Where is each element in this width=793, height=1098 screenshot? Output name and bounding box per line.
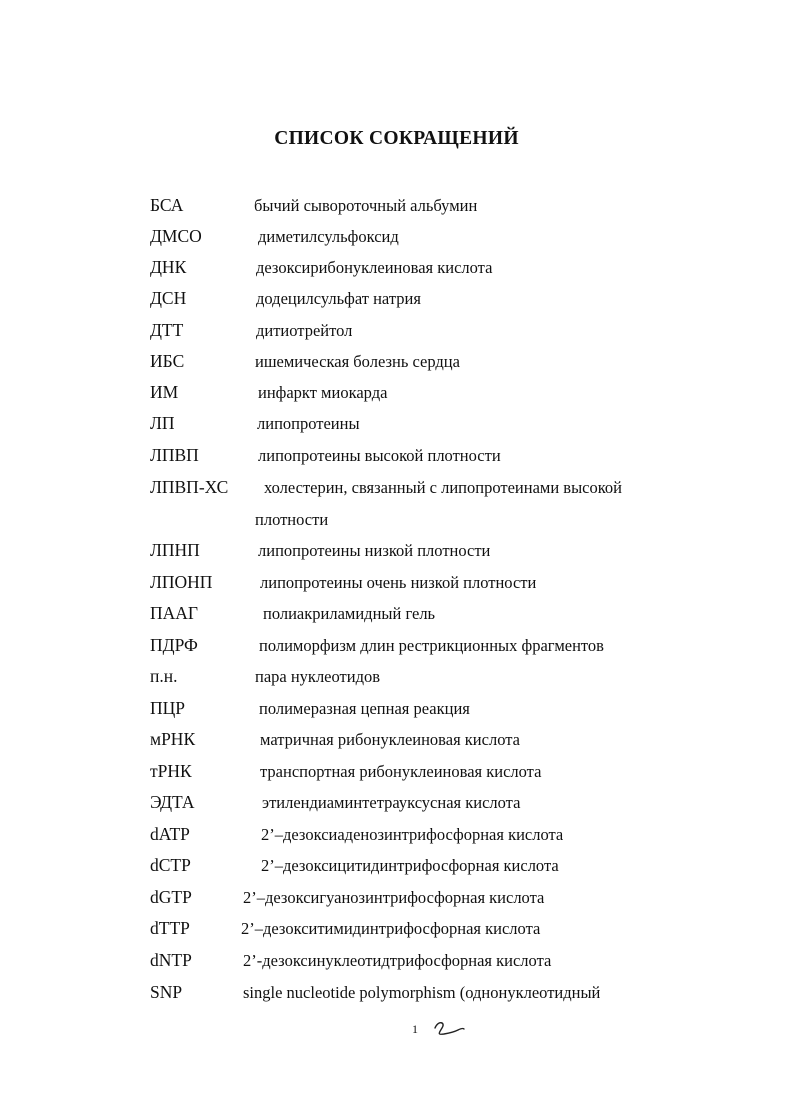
abbreviation: ДНК <box>150 257 187 277</box>
abbreviation: мРНК <box>150 729 196 749</box>
definition: 2’–дезоксицитидинтрифосфорная кислота <box>261 856 559 875</box>
definition-continuation: плотности <box>255 510 329 529</box>
list-item <box>0 195 793 221</box>
definition: полиморфизм длин рестрикционных фрагментов <box>259 636 604 655</box>
abbreviation: SNP <box>150 982 183 1002</box>
abbreviation: ЛП <box>150 413 175 433</box>
list-item <box>0 413 793 439</box>
page-number: 1 <box>412 1022 418 1036</box>
abbreviation: dCTP <box>150 855 191 875</box>
definition: диметилсульфоксид <box>258 227 399 246</box>
abbreviation: dNTP <box>150 950 192 970</box>
definition: пара нуклеотидов <box>255 667 381 686</box>
list-item <box>0 257 793 283</box>
list-item <box>0 698 793 724</box>
abbreviation: ЛПВП <box>150 445 199 465</box>
definition: single nucleotide polymorphism (однонуклеотидный <box>243 983 601 1002</box>
definition: полиакриламидный гель <box>263 604 436 623</box>
definition: 2’–дезоксигуанозинтрифосфорная кислота <box>243 888 545 907</box>
abbreviation: dATP <box>150 824 190 844</box>
abbreviation: ЭДТА <box>150 792 195 812</box>
list-item <box>0 445 793 471</box>
abbreviation: ПЦР <box>150 698 186 718</box>
list-item <box>0 320 793 346</box>
list-item <box>0 572 793 598</box>
definition: этилендиаминтетрауксусная кислота <box>262 793 521 812</box>
definition: додецилсульфат натрия <box>256 289 421 308</box>
list-item <box>0 603 793 629</box>
abbreviation: ИМ <box>150 382 179 402</box>
abbreviation: ДМСО <box>150 226 202 246</box>
abbreviation: БСА <box>150 195 184 215</box>
definition: дитиотрейтол <box>256 321 353 340</box>
definition: бычий сывороточный альбумин <box>254 196 478 215</box>
list-item <box>0 540 793 566</box>
list-item <box>0 351 793 377</box>
definition: транспортная рибонуклеиновая кислота <box>260 762 542 781</box>
abbreviation: dGTP <box>150 887 192 907</box>
list-item <box>0 288 793 314</box>
list-item <box>0 918 793 944</box>
definition: дезоксирибонуклеиновая кислота <box>256 258 493 277</box>
abbreviation: ПААГ <box>150 603 199 623</box>
list-item <box>0 824 793 850</box>
abbreviation: ЛПВП-ХС <box>150 477 229 497</box>
abbreviation: ДТТ <box>150 320 184 340</box>
list-item <box>0 887 793 913</box>
list-item <box>0 761 793 787</box>
list-item <box>0 226 793 252</box>
list-item <box>0 382 793 408</box>
list-item <box>0 792 793 818</box>
abbreviation: dTTP <box>150 918 190 938</box>
definition: липопротеины низкой плотности <box>258 541 491 560</box>
definition: 2’–дезокситимидинтрифосфорная кислота <box>241 919 541 938</box>
definition: ишемическая болезнь сердца <box>255 352 460 371</box>
abbreviation: п.н. <box>150 666 178 686</box>
list-item <box>0 477 793 537</box>
definition: холестерин, связанный с липопротеинами высокой <box>264 478 622 497</box>
list-item <box>0 950 793 976</box>
definition: 2’-дезоксинуклеотидтрифосфорная кислота <box>243 951 552 970</box>
list-item <box>0 666 793 692</box>
definition: матричная рибонуклеиновая кислота <box>260 730 520 749</box>
list-item <box>0 635 793 661</box>
list-item <box>0 982 793 1008</box>
definition: инфаркт миокарда <box>258 383 388 402</box>
abbreviation: тРНК <box>150 761 192 781</box>
handwritten-mark <box>432 1018 466 1042</box>
abbreviation: ИБС <box>150 351 185 371</box>
definition: липопротеины <box>257 414 360 433</box>
list-item <box>0 729 793 755</box>
definition: липопротеины высокой плотности <box>258 446 501 465</box>
definition: полимеразная цепная реакция <box>259 699 470 718</box>
definition: 2’–дезоксиаденозинтрифосфорная кислота <box>261 825 564 844</box>
page-title: СПИСОК СОКРАЩЕНИЙ <box>274 128 519 149</box>
definition: липопротеины очень низкой плотности <box>260 573 537 592</box>
abbreviation: ПДРФ <box>150 635 198 655</box>
abbreviation: ЛПНП <box>150 540 200 560</box>
abbreviation: ЛПОНП <box>150 572 213 592</box>
abbreviation: ДСН <box>150 288 187 308</box>
list-item <box>0 855 793 881</box>
